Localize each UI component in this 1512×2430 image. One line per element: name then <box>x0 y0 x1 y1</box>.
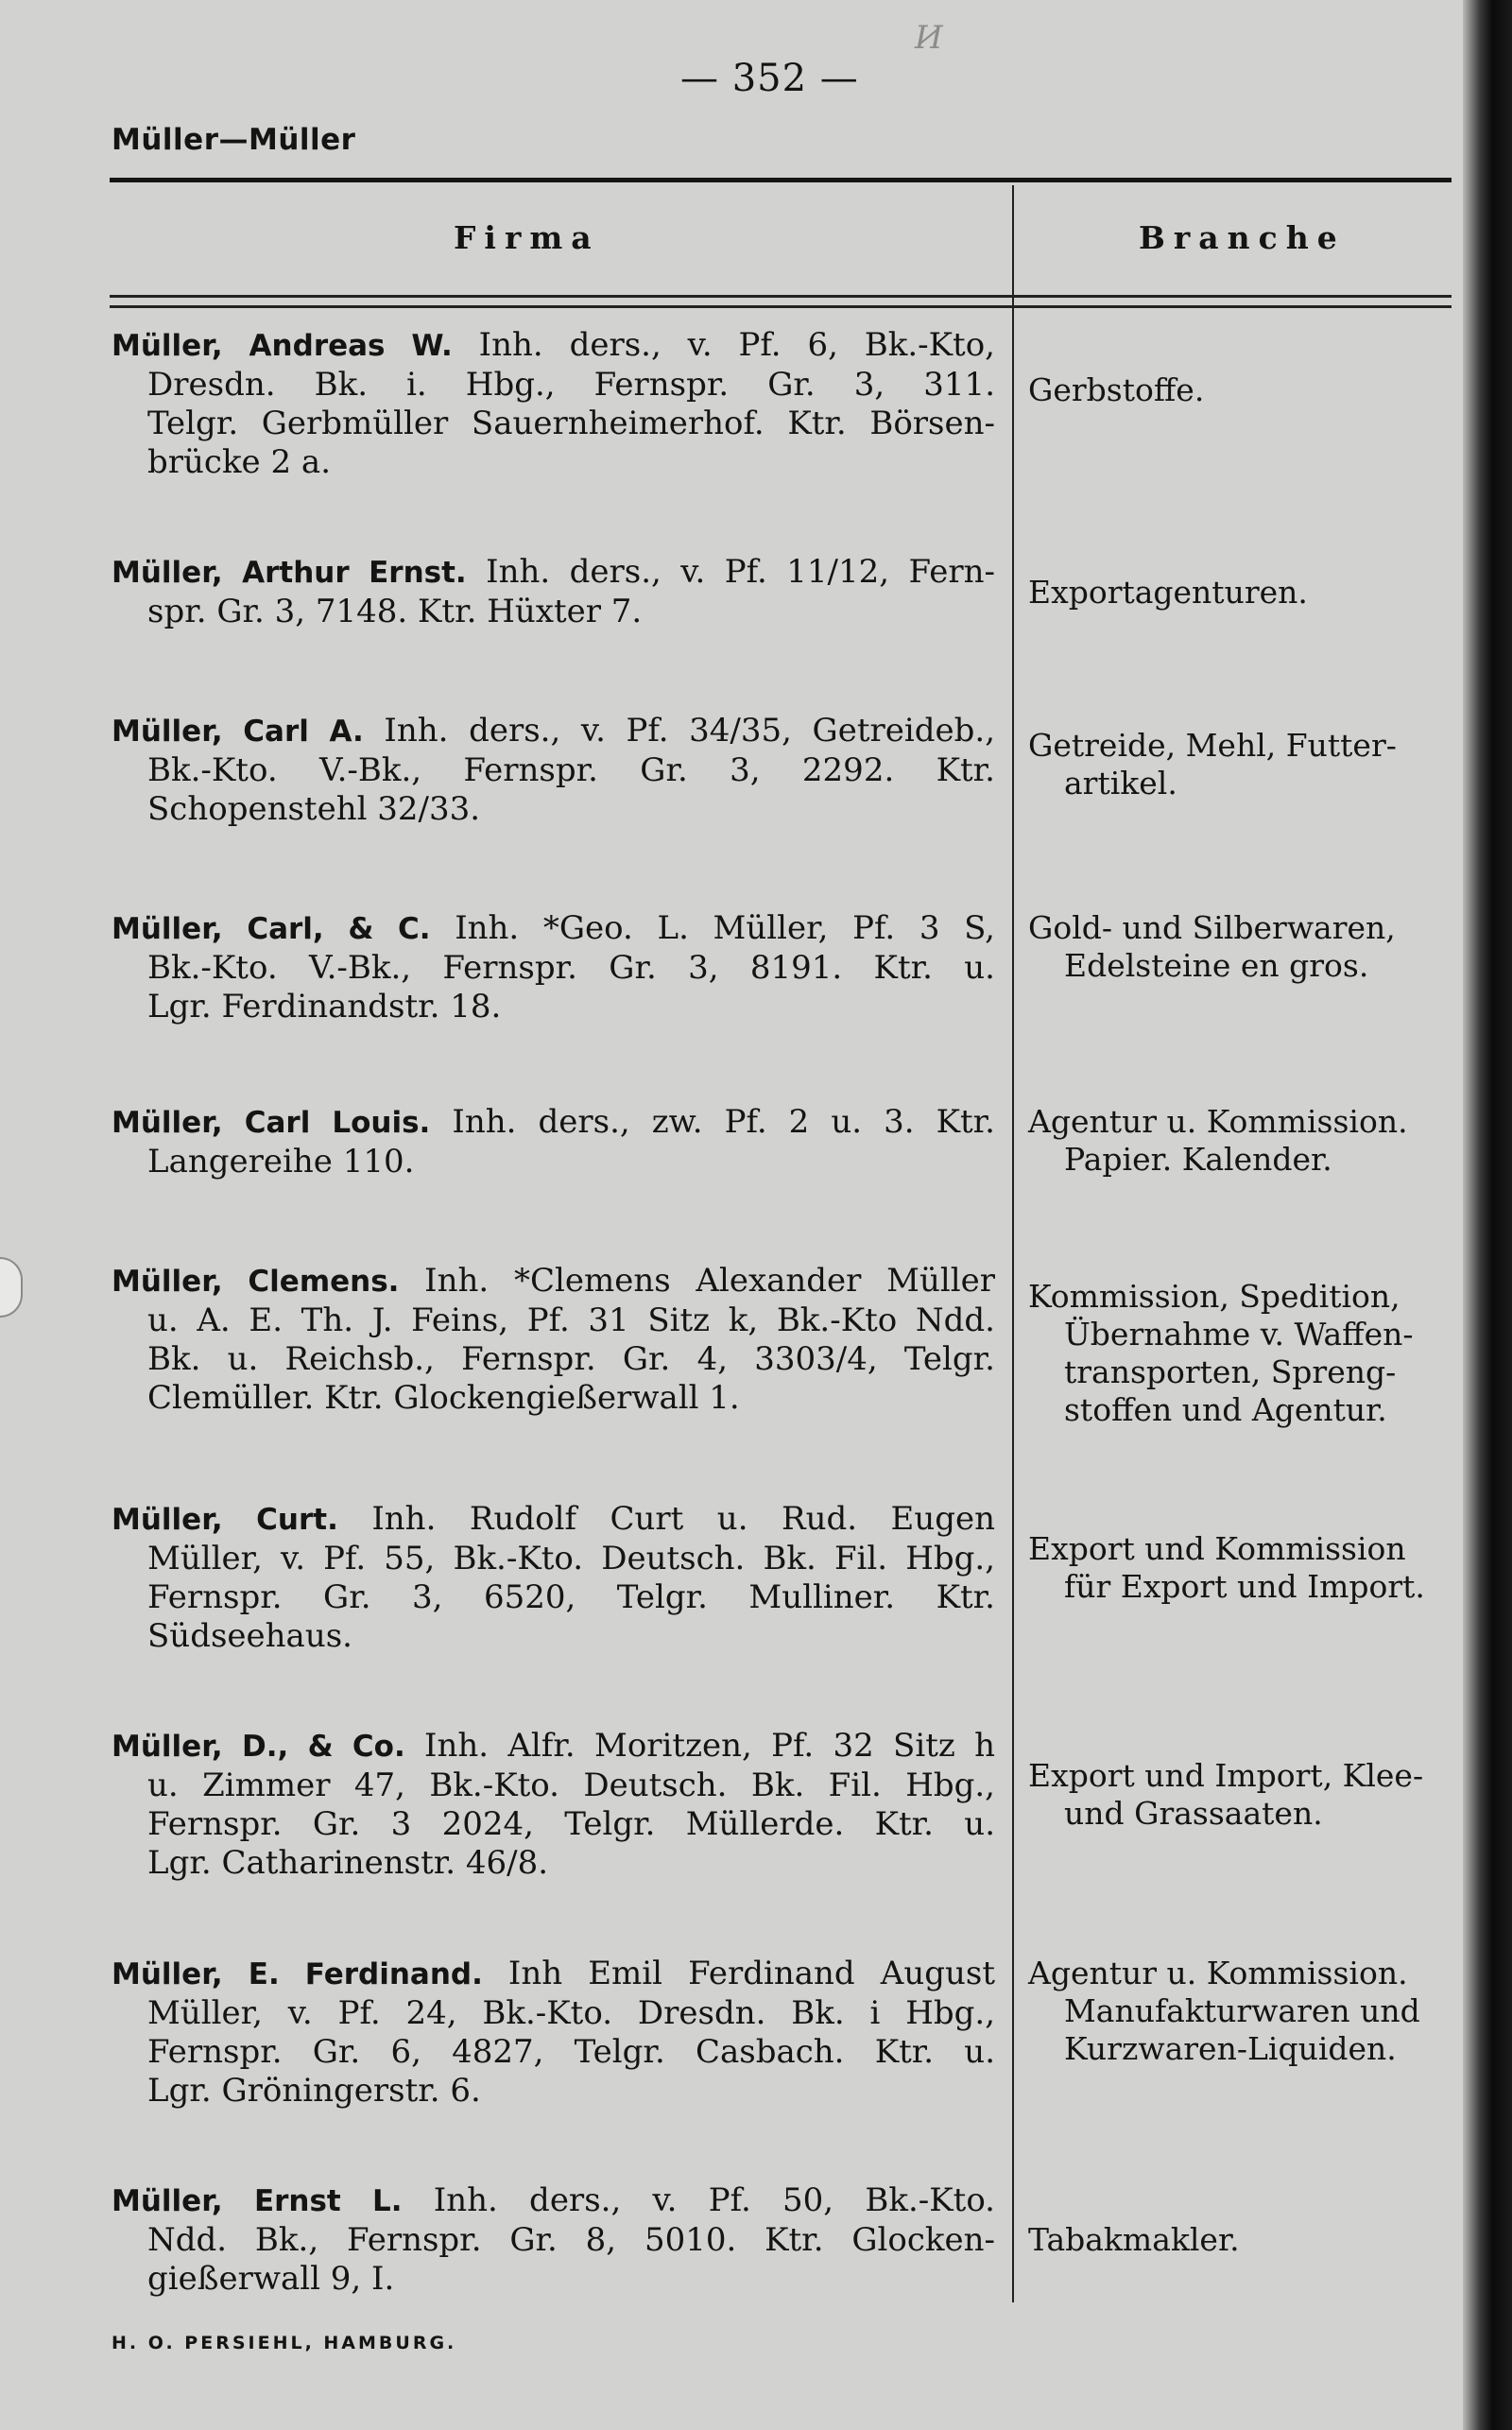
firma-entry <box>112 1262 995 1418</box>
entry-continuation-line: Bk.-Kto. V.-Bk., Fernspr. Gr. 3, 2292. Ktr. <box>147 751 995 789</box>
entry-continuation-line: Lgr. Gröningerstr. 6. <box>147 2072 481 2110</box>
branche-line: transporten, Spreng- <box>1064 1353 1397 1390</box>
printer-imprint: H. O. PERSIEHL, HAMBURG. <box>112 2333 457 2353</box>
branche-line: Export und Kommission <box>1028 1530 1406 1567</box>
firm-name: Müller, E. Ferdinand. <box>112 1957 483 1991</box>
branche-entry <box>1028 2221 1458 2259</box>
branche-entry <box>1028 1757 1458 1833</box>
entry-continuation-line: Müller, v. Pf. 24, Bk.-Kto. Dresdn. Bk. i Hbg., <box>147 1994 995 2032</box>
firma-entry <box>112 712 995 829</box>
entry-first-line <box>112 1955 995 1994</box>
firma-entry <box>112 553 995 631</box>
branche-entry <box>1028 1955 1458 2068</box>
entry-details: Inh. ders., v. Pf. 50, Bk.-Kto. <box>402 2181 995 2219</box>
branche-entry <box>1028 1278 1458 1429</box>
firm-name: Müller, Clemens. <box>112 1265 400 1299</box>
column-header-branche: Branche <box>1139 219 1346 256</box>
firm-name: Müller, Carl Louis. <box>112 1106 431 1140</box>
branche-line: und Grassaaten. <box>1064 1795 1323 1832</box>
branche-line: Manufakturwaren und <box>1064 1992 1420 2029</box>
entry-continuation-line: Lgr. Catharinenstr. 46/8. <box>147 1844 549 1882</box>
entry-first-line <box>112 1103 995 1143</box>
entry-details: Inh. ders., zw. Pf. 2 u. 3. Ktr. <box>430 1103 995 1141</box>
branche-line: Gerbstoffe. <box>1028 371 1205 408</box>
entry-continuation-line: Dresdn. Bk. i. Hbg., Fernspr. Gr. 3, 311. <box>147 366 995 404</box>
branche-line: Papier. Kalender. <box>1064 1141 1332 1178</box>
entry-details: Inh. Rudolf Curt u. Rud. Eugen <box>337 1500 996 1538</box>
branche-line: artikel. <box>1064 765 1177 801</box>
branche-entry <box>1028 1103 1458 1179</box>
binding-notch <box>0 1257 23 1318</box>
branche-line: Exportagenturen. <box>1028 574 1308 611</box>
entry-continuation-line: Fernspr. Gr. 3, 6520, Telgr. Mulliner. Ktr. <box>147 1578 995 1616</box>
entry-first-line <box>112 2181 995 2221</box>
firm-name: Müller, Andreas W. <box>112 329 453 363</box>
column-divider <box>1012 185 1014 2302</box>
pencil-mark: И <box>915 19 943 57</box>
branche-line: Übernahme v. Waffen- <box>1064 1316 1414 1353</box>
entry-first-line <box>112 712 995 751</box>
entry-continuation-line: Südseehaus. <box>147 1617 352 1655</box>
firma-entry <box>112 1500 995 1656</box>
page-number: — 352 — <box>680 57 859 100</box>
header-rule <box>110 178 1452 182</box>
column-header-firma: Firma <box>454 219 600 256</box>
branche-entry <box>1028 574 1458 612</box>
entry-continuation-line: brücke 2 a. <box>147 443 332 481</box>
entry-continuation-line: Fernspr. Gr. 6, 4827, Telgr. Casbach. Ktr. u. <box>147 2033 995 2071</box>
entry-continuation-line: Bk. u. Reichsb., Fernspr. Gr. 4, 3303/4, Telgr. <box>147 1340 995 1378</box>
entry-continuation-line: Müller, v. Pf. 55, Bk.-Kto. Deutsch. Bk. Fil. Hbg., <box>147 1540 995 1577</box>
branche-line: Kurzwaren-Liquiden. <box>1064 2030 1397 2067</box>
entry-continuation-line: Telgr. Gerbmüller Sauernheimerhof. Ktr. Börsen- <box>147 405 995 442</box>
branche-entry <box>1028 371 1458 409</box>
page-edge-shadow <box>1463 0 1512 2430</box>
entry-continuation-line: u. Zimmer 47, Bk.-Kto. Deutsch. Bk. Fil. Hbg., <box>147 1766 995 1804</box>
branche-line: Agentur u. Kommission. <box>1028 1103 1408 1140</box>
branche-line: Tabakmakler. <box>1028 2221 1240 2258</box>
entry-continuation-line: Bk.-Kto. V.-Bk., Fernspr. Gr. 3, 8191. Ktr. u. <box>147 949 995 987</box>
header-double-rule-bottom <box>110 305 1452 308</box>
entry-details: Inh. *Clemens Alexander Müller <box>399 1262 995 1300</box>
entry-details: Inh Emil Ferdinand August <box>482 1955 995 1992</box>
entry-first-line <box>112 1262 995 1301</box>
entry-first-line <box>112 909 995 949</box>
header-double-rule-top <box>110 295 1452 298</box>
entry-continuation-line: Lgr. Ferdinandstr. 18. <box>147 988 502 1025</box>
firm-name: Müller, D., & Co. <box>112 1730 405 1764</box>
entry-details: Inh. *Geo. L. Müller, Pf. 3 S, <box>430 909 995 947</box>
branche-line: Gold- und Silberwaren, <box>1028 909 1396 946</box>
running-head: Müller—Müller <box>112 123 356 157</box>
branche-line: Export und Import, Klee- <box>1028 1757 1424 1794</box>
firma-entry <box>112 1727 995 1883</box>
firm-name: Müller, Ernst L. <box>112 2184 403 2218</box>
firma-entry <box>112 909 995 1026</box>
entry-details: Inh. Alfr. Moritzen, Pf. 32 Sitz h <box>404 1727 995 1765</box>
entry-first-line <box>112 326 995 366</box>
firm-name: Müller, Carl A. <box>112 715 364 749</box>
entry-first-line <box>112 553 995 593</box>
entry-continuation-line: Ndd. Bk., Fernspr. Gr. 8, 5010. Ktr. Glocken- <box>147 2221 995 2259</box>
branche-line: Edelsteine en gros. <box>1064 947 1369 984</box>
branche-line: stoffen und Agentur. <box>1064 1391 1387 1428</box>
entry-continuation-line: Clemüller. Ktr. Glockengießerwall 1. <box>147 1379 740 1417</box>
firma-entry <box>112 1103 995 1181</box>
entry-continuation-line: gießerwall 9, I. <box>147 2260 395 2298</box>
firm-name: Müller, Arthur Ernst. <box>112 556 467 590</box>
branche-entry <box>1028 1530 1458 1606</box>
entry-continuation-line: Schopenstehl 32/33. <box>147 790 481 828</box>
entry-details: Inh. ders., v. Pf. 34/35, Getreideb., <box>363 712 995 750</box>
firm-name: Müller, Curt. <box>112 1503 338 1537</box>
entry-details: Inh. ders., v. Pf. 11/12, Fern- <box>466 553 995 591</box>
entry-continuation-line: Fernspr. Gr. 3 2024, Telgr. Müllerde. Ktr. u. <box>147 1805 995 1843</box>
entry-details: Inh. ders., v. Pf. 6, Bk.-Kto, <box>452 326 995 364</box>
firm-name: Müller, Carl, & C. <box>112 912 431 946</box>
entry-first-line <box>112 1727 995 1766</box>
branche-entry <box>1028 727 1458 802</box>
branche-line: Getreide, Mehl, Futter- <box>1028 727 1397 764</box>
entry-continuation-line: spr. Gr. 3, 7148. Ktr. Hüxter 7. <box>147 593 643 630</box>
entry-continuation-line: u. A. E. Th. J. Feins, Pf. 31 Sitz k, Bk.-Kto Ndd. <box>147 1301 995 1339</box>
branche-line: Agentur u. Kommission. <box>1028 1955 1408 1991</box>
firma-entry <box>112 2181 995 2299</box>
branche-entry <box>1028 909 1458 985</box>
entry-continuation-line: Langereihe 110. <box>147 1143 415 1181</box>
branche-line: Kommission, Spedition, <box>1028 1278 1400 1315</box>
branche-line: für Export und Import. <box>1064 1568 1425 1605</box>
entry-first-line <box>112 1500 995 1540</box>
firma-entry <box>112 1955 995 2111</box>
firma-entry <box>112 326 995 482</box>
